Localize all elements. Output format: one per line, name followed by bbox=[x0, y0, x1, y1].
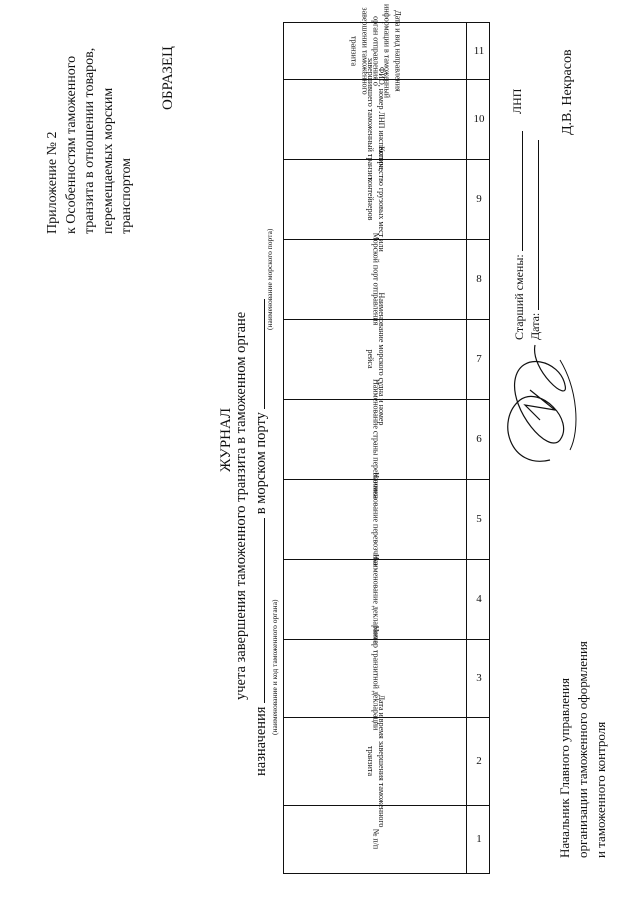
column-number: 11 bbox=[473, 45, 485, 57]
lnp-label: ЛНП bbox=[510, 88, 524, 114]
column-number: 8 bbox=[476, 273, 482, 286]
sample-label: ОБРАЗЕЦ bbox=[160, 46, 176, 110]
column-header: Наименование морского судна и номер рейса bbox=[365, 293, 386, 426]
appendix-line: транспортом bbox=[119, 157, 134, 234]
column-header: Наименование страны перевозчика bbox=[371, 379, 380, 500]
column-number-cell bbox=[466, 320, 489, 399]
column-header: Дата и вид направления информации в таможенный орган отправления о завершении таможенного транзита bbox=[349, 3, 402, 99]
journal-destination-line bbox=[252, 299, 270, 776]
column-number: 6 bbox=[476, 433, 482, 446]
column-header: Наименование перевозчика bbox=[371, 472, 380, 567]
appendix-line: перемещаемых морским bbox=[100, 87, 116, 234]
senior-blank bbox=[510, 131, 523, 251]
port-caption: (наименование морского порта) bbox=[265, 228, 274, 330]
senior-shift-label: Старший смены: bbox=[512, 254, 526, 340]
signer-name: Д.В. Некрасов bbox=[560, 49, 575, 135]
appendix-line: к Особенностям таможенного bbox=[63, 55, 79, 234]
column-number-cell bbox=[466, 640, 489, 717]
chief-title-line: и таможенного контроля bbox=[593, 721, 608, 858]
column-header: Номер транзитной декларации bbox=[371, 626, 380, 731]
table-column bbox=[284, 472, 489, 567]
destination-prefix: назначения bbox=[253, 706, 269, 776]
column-number-cell bbox=[466, 80, 489, 159]
chief-title-line: Начальник Главного управления bbox=[557, 678, 572, 858]
column-number-cell bbox=[466, 160, 489, 239]
chief-title bbox=[556, 598, 610, 858]
column-number: 5 bbox=[476, 513, 482, 526]
column-header: № п/п bbox=[371, 829, 380, 850]
table-column bbox=[284, 695, 489, 828]
chief-title-line: организации таможенного оформления bbox=[575, 641, 590, 858]
column-number: 10 bbox=[473, 113, 485, 126]
journal-subtitle: учета завершения таможенного транзита в таможенном органе bbox=[233, 311, 249, 700]
journal-table bbox=[283, 3, 490, 874]
column-header: Дата и время завершения таможенного транзита bbox=[365, 695, 386, 828]
column-number: 2 bbox=[476, 755, 482, 768]
appendix-note bbox=[44, 48, 137, 234]
destination-caption: (наименование и код таможенного органа) bbox=[270, 599, 279, 735]
column-header: Наименование декларанта bbox=[371, 554, 380, 645]
appendix-line: Приложение № 2 bbox=[45, 131, 60, 234]
senior-shift-block bbox=[510, 131, 542, 340]
column-number-cell bbox=[466, 806, 489, 873]
table-column bbox=[284, 293, 489, 426]
date-label: Дата: bbox=[528, 312, 542, 340]
table-column bbox=[284, 626, 489, 731]
column-number-cell bbox=[466, 560, 489, 639]
table-column bbox=[284, 554, 489, 645]
column-number-cell bbox=[466, 240, 489, 319]
column-header: Морской порт отправления bbox=[371, 233, 380, 326]
column-number: 4 bbox=[476, 593, 482, 606]
column-number: 3 bbox=[476, 672, 482, 685]
column-number: 7 bbox=[476, 353, 482, 366]
column-number-cell bbox=[466, 400, 489, 479]
column-number: 1 bbox=[476, 833, 482, 846]
table-column bbox=[284, 3, 489, 99]
column-number-cell bbox=[466, 718, 489, 805]
column-header: ФИО, номер ЛНП инспектора, завершившего таможенный транзит bbox=[365, 58, 386, 181]
column-number-cell bbox=[466, 480, 489, 559]
column-number-cell bbox=[466, 23, 489, 79]
port-blank bbox=[252, 299, 265, 409]
port-label: в морском порту bbox=[253, 412, 269, 515]
date-blank bbox=[526, 140, 539, 310]
journal-title: ЖУРНАЛ bbox=[218, 407, 234, 473]
appendix-line: транзита в отношении товаров, bbox=[82, 47, 97, 234]
column-header-cell bbox=[284, 3, 467, 99]
column-header: Количество грузовых мест или контейнеров bbox=[365, 146, 386, 253]
handwritten-signature bbox=[490, 330, 590, 480]
column-number: 9 bbox=[476, 193, 482, 206]
destination-blank bbox=[252, 518, 265, 703]
